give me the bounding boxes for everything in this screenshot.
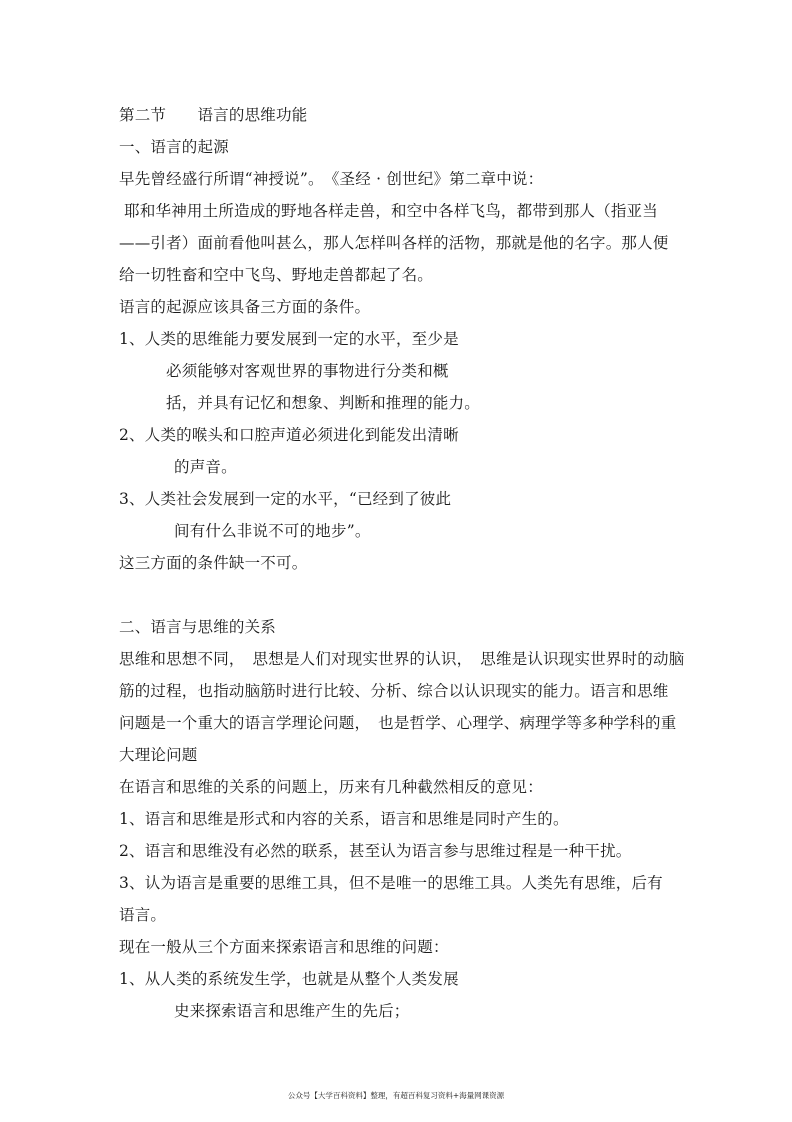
paragraph: 这三方面的条件缺一不可。 <box>119 554 308 572</box>
list-item-continuation: 史来探索语言和思维产生的先后； <box>174 1002 410 1020</box>
list-item-continuation: 括，并具有记忆和想象、判断和推理的能力。 <box>166 394 481 412</box>
list-item: 1、从人类的系统发生学，也就是从整个人类发展 <box>119 970 459 988</box>
quote-line: 耶和华神用土所造成的野地各样走兽，和空中各样飞鸟，都带到那人（指亚当 <box>119 202 658 220</box>
section-heading: 一、语言的起源 <box>119 138 229 156</box>
quote-line: ——引者）面前看他叫甚么，那人怎样叫各样的活物，那就是他的名字。那人便 <box>119 234 669 252</box>
list-item-continuation: 的声音。 <box>174 458 237 476</box>
quote-line: 给一切牲畜和空中飞鸟、野地走兽都起了名。 <box>119 266 434 284</box>
paragraph: 早先曾经盛行所谓“神授说”。 《圣经 · 创世纪》第二章中说： <box>119 170 544 188</box>
paragraph-line: 筋的过程，也指动脑筋时进行比较、分析、综合以认识现实的能力。语言和思维 <box>119 682 669 700</box>
page-footer: 公众号【大学百科资料】整理，有超百科复习资料+海量网课资源 <box>287 1091 505 1100</box>
list-item: 2、语言和思维没有必然的联系，甚至认为语言参与思维过程是一种干扰。 <box>119 842 632 860</box>
paragraph: 在语言和思维的关系的问题上，历来有几种截然相反的意见： <box>119 778 543 796</box>
list-item: 3、认为语言是重要的思维工具，但不是唯一的思维工具。人类先有思维，后有 <box>119 874 663 892</box>
page-title: 第二节 语言的思维功能 <box>119 106 308 124</box>
list-item-continuation: 必须能够对客观世界的事物进行分类和概 <box>166 362 449 380</box>
paragraph-line: 思维和思想不同， 思想是人们对现实世界的认识， 思维是认识现实世界时的动脑 <box>119 650 685 668</box>
paragraph-line: 大理论问题 <box>119 746 198 764</box>
paragraph: 现在一般从三个方面来探索语言和思维的问题： <box>119 938 449 956</box>
paragraph-line: 问题是一个重大的语言学理论问题， 也是哲学、心理学、病理学等多种学科的重 <box>119 714 677 732</box>
list-item: 3、人类社会发展到一定的水平，“已经到了彼此 <box>119 490 452 508</box>
list-item: 1、语言和思维是形式和内容的关系，语言和思维是同时产生的。 <box>119 810 569 828</box>
list-item: 2、人类的喉头和口腔声道必须进化到能发出清晰 <box>119 426 459 444</box>
paragraph: 语言的起源应该具备三方面的条件。 <box>119 298 371 316</box>
section-heading: 二、语言与思维的关系 <box>119 618 277 636</box>
list-item-continuation: 语言。 <box>119 906 167 924</box>
list-item-continuation: 间有什么非说不可的地步”。 <box>174 522 371 540</box>
list-item: 1、人类的思维能力要发展到一定的水平，至少是 <box>119 330 459 348</box>
